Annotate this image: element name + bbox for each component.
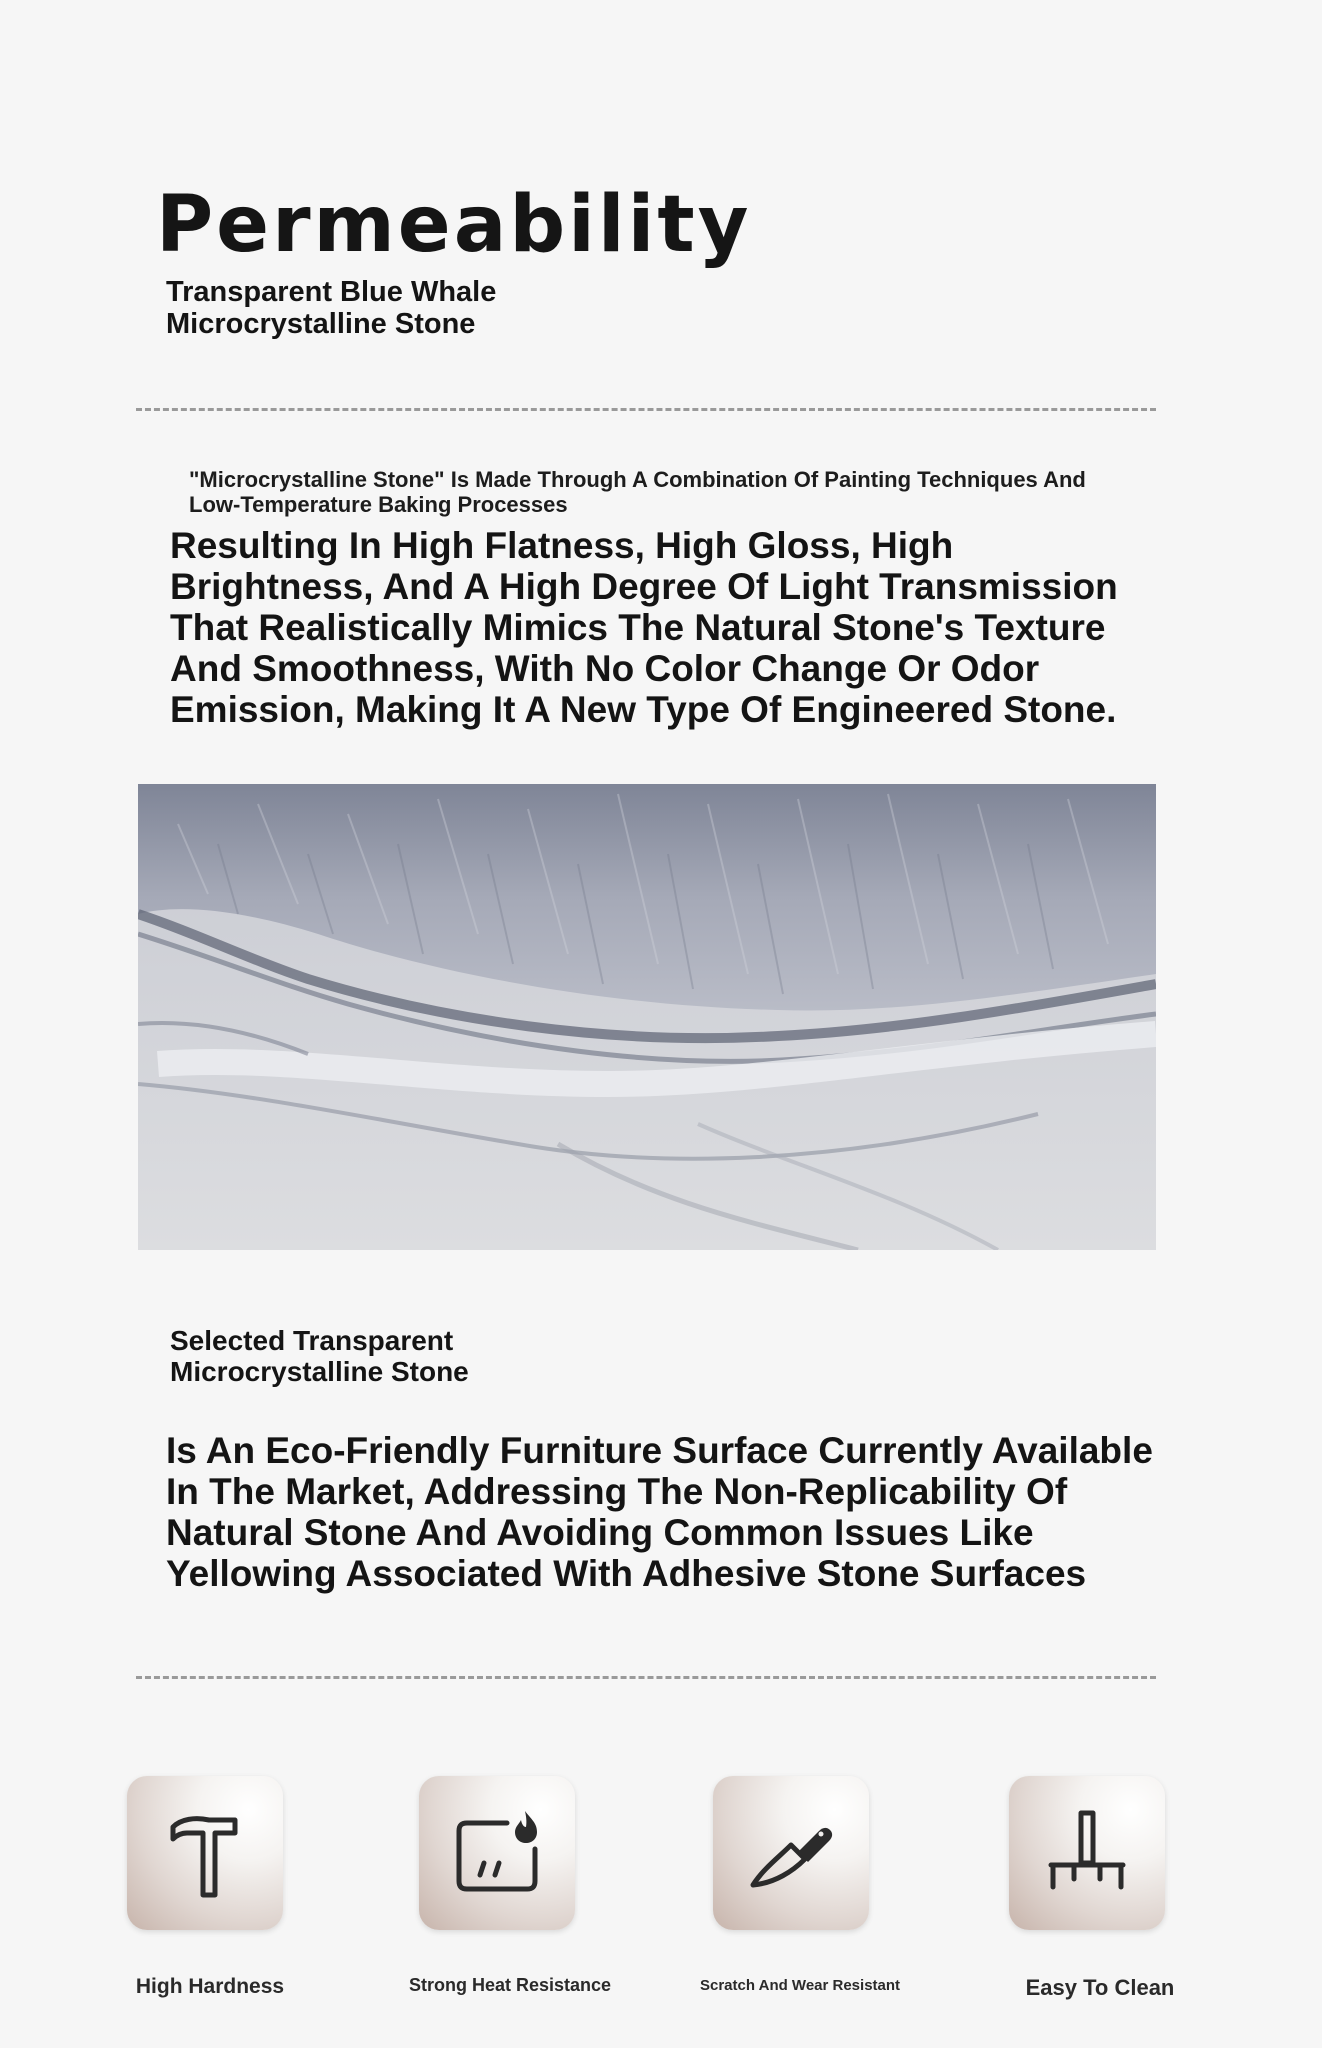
intro-small-text: "Microcrystalline Stone" Is Made Through A Combination Of Painting Techniques And Low-Temperature Baking Processes [189,467,1086,517]
top-divider [136,408,1156,411]
feature-card-clean [1009,1776,1165,1930]
hammer-icon [155,1803,255,1903]
page-title: Permeability [156,180,752,270]
page-subtitle: Transparent Blue Whale Microcrystalline Stone [166,276,497,340]
feature-card-hardness [127,1776,283,1930]
brush-icon [1037,1803,1137,1903]
feature-label-hardness: High Hardness [135,1975,285,1998]
feature-card-heat [419,1776,575,1930]
feature-label-heat: Strong Heat Resistance [408,1975,612,1995]
intro-large-text: Resulting In High Flatness, High Gloss, High Brightness, And A High Degree Of Light Transmission That Realistically Mimics The Natural Stone's Texture And Smoothness, With No Color Change Or Odor Emission, Making It A New Type Of Engineered Stone. [170,525,1118,730]
selected-heading: Selected Transparent Microcrystalline Stone [170,1325,469,1387]
feature-card-scratch [713,1776,869,1930]
eco-description: Is An Eco-Friendly Furniture Surface Currently Available In The Market, Addressing The Non-Replicability Of Natural Stone And Avoiding Common Issues Like Yellowing Associated With Adhesive Stone Surfaces [166,1430,1153,1594]
stone-texture-image [138,784,1156,1250]
knife-icon [741,1803,841,1903]
bottom-divider [136,1676,1156,1679]
heat-pan-icon [447,1803,547,1903]
feature-label-clean: Easy To Clean [1025,1975,1175,2000]
feature-label-scratch: Scratch And Wear Resistant [699,1977,901,1994]
